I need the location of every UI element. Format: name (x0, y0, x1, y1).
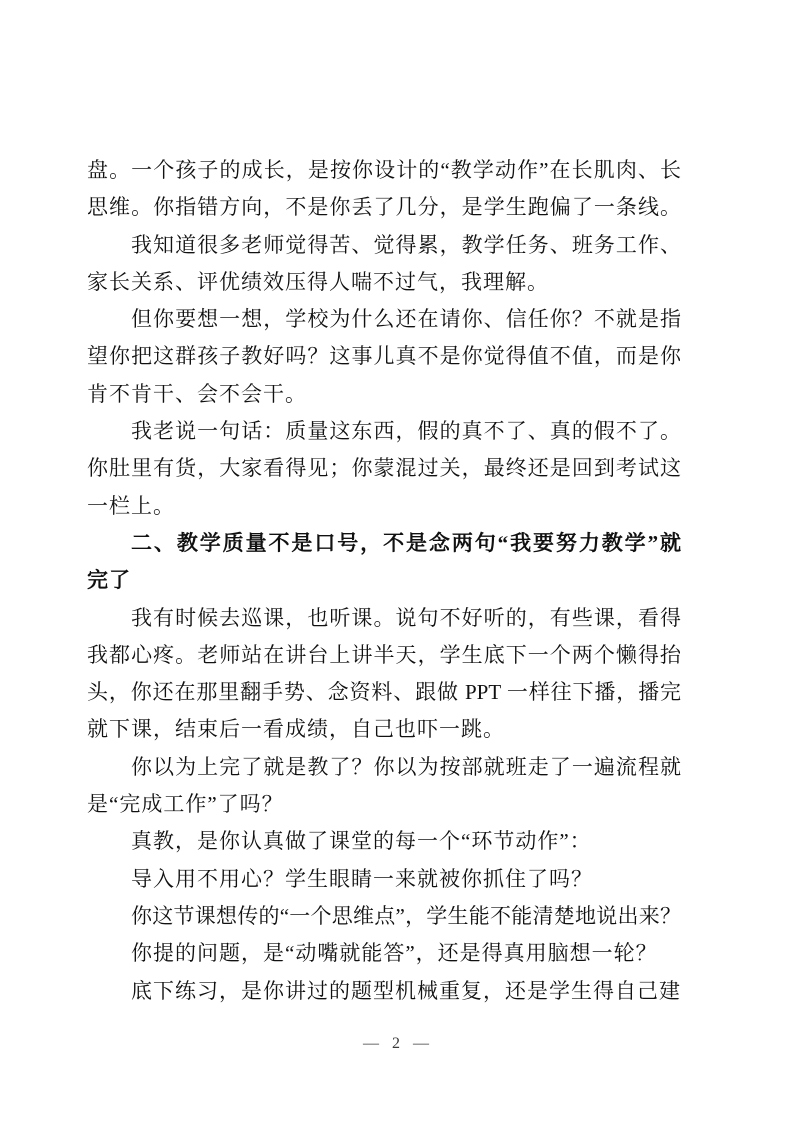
document-body (87, 152, 681, 1010)
paragraph (87, 749, 681, 824)
paragraph (87, 152, 681, 227)
text-line: 头，你还在那里翻手势、念资料、跟做 PPT 一样往下播，播完 (87, 680, 681, 705)
text-line: 我都心疼。老师站在讲台上讲半天，学生底下一个两个懒得抬 (87, 642, 681, 667)
paragraph (87, 227, 681, 302)
text-line: 我知道很多老师觉得苦、觉得累，教学任务、班务工作、 (131, 232, 681, 257)
text-line: 你肚里有货，大家看得见；你蒙混过关，最终还是回到考试这 (87, 456, 681, 481)
text-line: 盘。一个孩子的成长，是按你设计的“教学动作”在长肌肉、长 (87, 158, 681, 182)
section-heading (87, 525, 681, 600)
text-line: 是“完成工作”了吗？ (87, 792, 284, 817)
page-footer (0, 1035, 793, 1053)
text-line: 导入用不用心？学生眼睛一来就被你抓住了吗？ (131, 866, 593, 891)
text-line: 完了 (87, 568, 131, 593)
text-line: 家长关系、评优绩效压得人喘不过气，我理解。 (87, 269, 549, 294)
text-line: 一栏上。 (87, 493, 175, 518)
paragraph (87, 413, 681, 525)
text-line: 我老说一句话：质量这东西，假的真不了、真的假不了。 (131, 419, 681, 444)
text-line: 二、教学质量不是口号，不是念两句“我要努力教学”就 (131, 530, 681, 555)
text-line: 就下课，结束后一看成绩，自己也吓一跳。 (87, 717, 505, 742)
text-line: 你这节课想传的“一个思维点”，学生能不能清楚地说出来？ (131, 903, 681, 928)
text-line: 我有时候去巡课，也听课。说句不好听的，有些课，看得 (131, 605, 681, 630)
paragraph (87, 935, 681, 972)
paragraph (87, 898, 681, 935)
paragraph (87, 861, 681, 898)
text-line: 真教，是你认真做了课堂的每一个“环节动作”： (131, 829, 592, 854)
paragraph (87, 823, 681, 860)
text-line: 你提的问题，是“动嘴就能答”，还是得真用脑想一轮？ (131, 941, 658, 966)
text-line: 思维。你指错方向，不是你丢了几分，是学生跑偏了一条线。 (87, 195, 681, 220)
page-number: — 2 — (363, 1035, 430, 1052)
paragraph (87, 600, 681, 749)
text-line: 肯不肯干、会不会干。 (87, 381, 307, 406)
text-line: 你以为上完了就是教了？你以为按部就班走了一遍流程就 (131, 754, 681, 779)
paragraph (87, 973, 681, 1010)
text-line: 但你要想一想，学校为什么还在请你、信任你？不就是指 (131, 307, 681, 332)
text-line: 底下练习，是你讲过的题型机械重复，还是学生得自己建 (131, 978, 681, 1003)
text-line: 望你把这群孩子教好吗？这事儿真不是你觉得值不值，而是你 (87, 344, 681, 369)
paragraph (87, 301, 681, 413)
